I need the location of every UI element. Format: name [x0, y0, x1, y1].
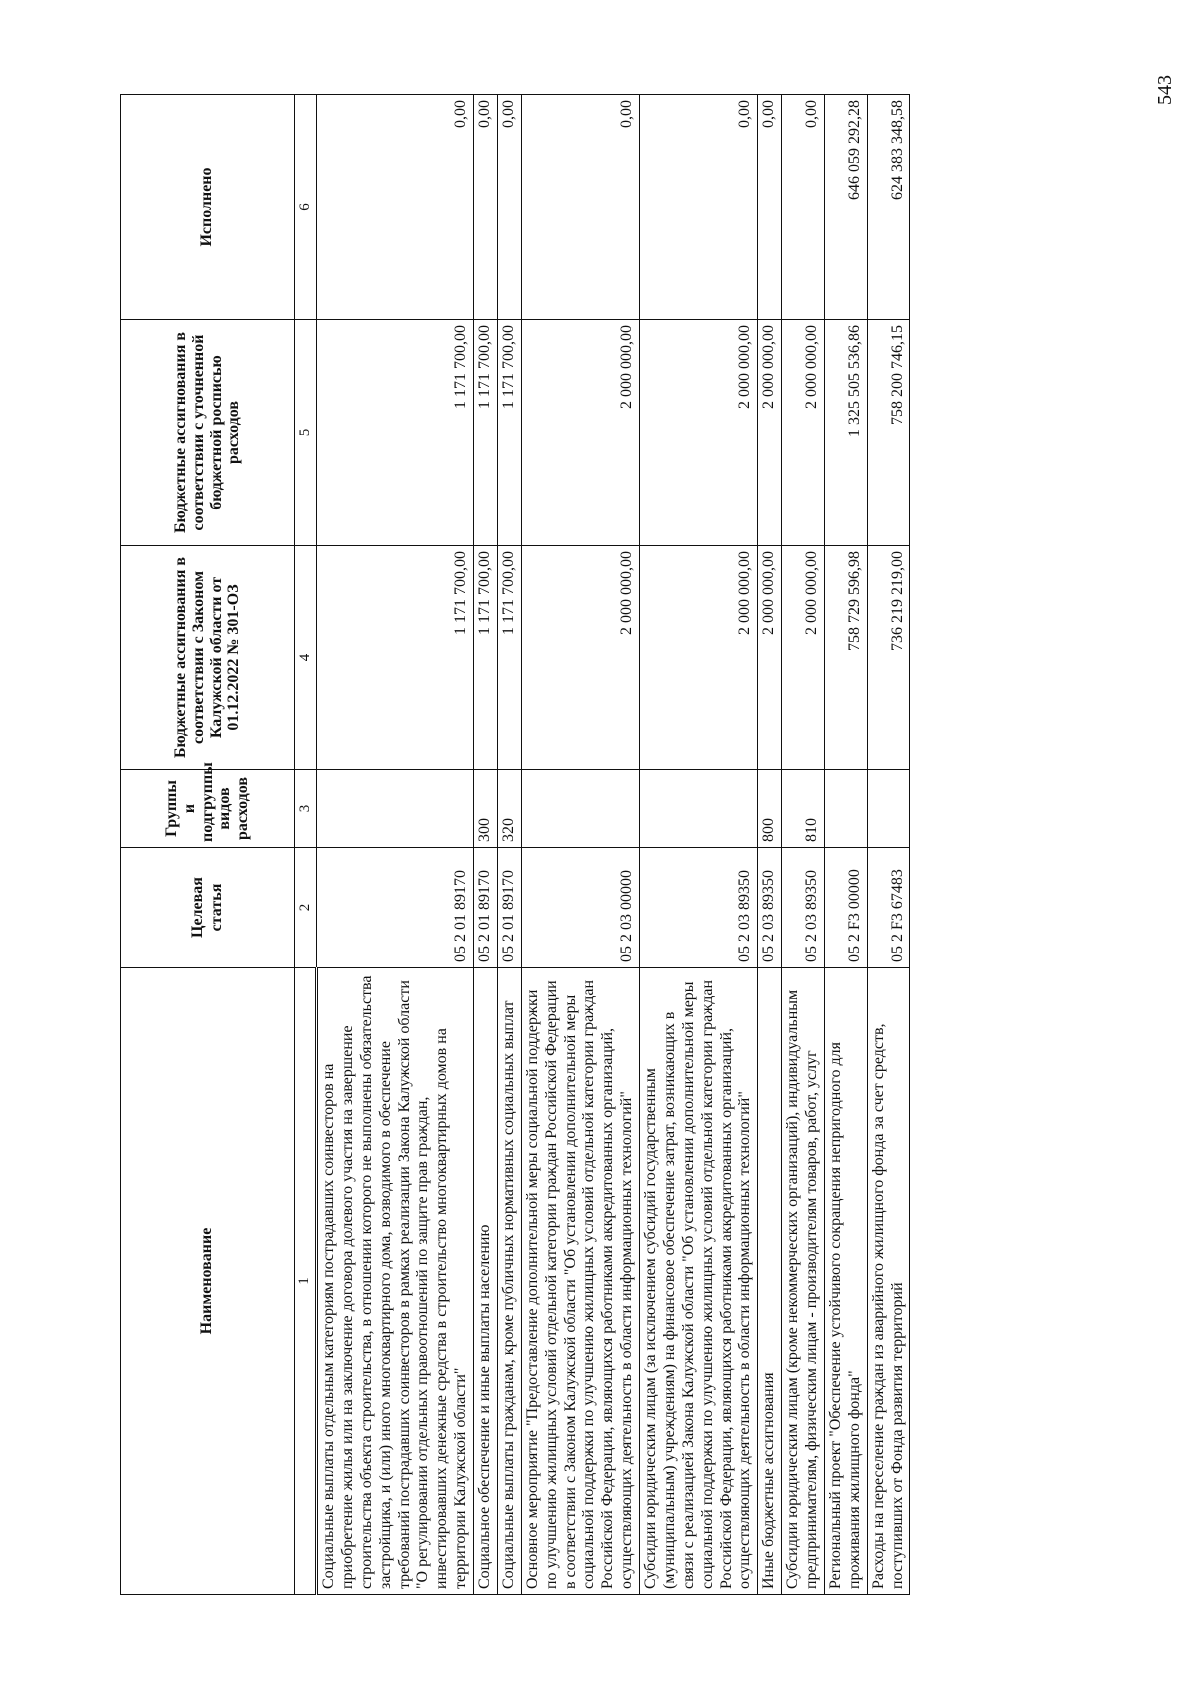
row-name: Субсидии юридическим лицам (за исключением субсидий государственным (муниципальным) учреждениям) на финансовое обеспечение затрат, возникающих в связи с реализацией Закона Калужской области "Об установлении дополнительной меры социальной поддержки по улучшению жилищных условий отдельной категории граждан Российской Федерации, являющихся работниками аккредитованных организаций, осуществляющих деятельность в области информационных технологий" — [640, 968, 758, 1595]
row-law-amount: 2 000 000,00 — [758, 546, 782, 770]
row-refined-amount: 2 000 000,00 — [521, 320, 639, 546]
table-row — [640, 95, 758, 1595]
row-executed-amount: 0,00 — [497, 95, 521, 320]
row-executed-amount: 0,00 — [317, 95, 474, 320]
row-expense-group: 320 — [497, 770, 521, 848]
row-name: Региональный проект "Обеспечение устойчивого сокращения непригодного для проживания жилищного фонда" — [824, 968, 867, 1595]
row-refined-amount: 758 200 746,15 — [867, 320, 910, 546]
row-target-code: 05 2 03 89350 — [758, 848, 782, 968]
row-expense-group — [824, 770, 867, 848]
row-expense-group — [521, 770, 639, 848]
row-executed-amount: 0,00 — [474, 95, 498, 320]
column-number: 2 — [295, 848, 317, 968]
table-row — [758, 95, 782, 1595]
row-target-code: 05 2 01 89170 — [474, 848, 498, 968]
column-number: 1 — [295, 968, 317, 1595]
row-law-amount: 758 729 596,98 — [824, 546, 867, 770]
column-number: 3 — [295, 770, 317, 848]
row-law-amount: 1 171 700,00 — [317, 546, 474, 770]
row-executed-amount: 0,00 — [640, 95, 758, 320]
row-law-amount: 2 000 000,00 — [640, 546, 758, 770]
row-refined-amount: 1 325 505 536,86 — [824, 320, 867, 546]
header-name: Наименование — [121, 968, 295, 1595]
column-number: 4 — [295, 546, 317, 770]
table-row — [497, 95, 521, 1595]
row-target-code: 05 2 01 89170 — [497, 848, 521, 968]
row-law-amount: 2 000 000,00 — [521, 546, 639, 770]
header-target-article: Целевая статья — [121, 848, 295, 968]
row-expense-group: 810 — [782, 770, 825, 848]
column-number: 5 — [295, 320, 317, 546]
table-row — [782, 95, 825, 1595]
row-executed-amount: 0,00 — [521, 95, 639, 320]
row-expense-group: 300 — [474, 770, 498, 848]
row-name: Расходы на переселение граждан из аварийного жилищного фонда за счет средств, поступивших от Фонда развития территорий — [867, 968, 910, 1595]
rotated-page-content — [120, 95, 1080, 1595]
row-name: Социальные выплаты гражданам, кроме публичных нормативных социальных выплат — [497, 968, 521, 1595]
row-refined-amount: 1 171 700,00 — [497, 320, 521, 546]
row-expense-group: 800 — [758, 770, 782, 848]
table-row — [867, 95, 910, 1595]
header-refined-allocations: Бюджетные ассигнования в соответствии с уточненной бюджетной росписью расходов — [121, 320, 295, 546]
row-executed-amount: 646 059 292,28 — [824, 95, 867, 320]
row-expense-group — [867, 770, 910, 848]
row-law-amount: 1 171 700,00 — [474, 546, 498, 770]
row-name: Субсидии юридическим лицам (кроме некоммерческих организаций), индивидуальным предпринимателям, физическим лицам - производителям товаров, работ, услуг — [782, 968, 825, 1595]
row-law-amount: 1 171 700,00 — [497, 546, 521, 770]
row-name: Основное мероприятие "Предоставление дополнительной меры социальной поддержки по улучшению жилищных условий отдельной категории граждан Российской Федерации в соответствии с Законом Калужской области "Об установлении дополнительной меры социальной поддержки по улучшению жилищных условий отдельной категории граждан Российской Федерации, являющихся работниками аккредитованных организаций, осуществляющих деятельность в области информационных технологий" — [521, 968, 639, 1595]
table-row — [474, 95, 498, 1595]
row-refined-amount: 1 171 700,00 — [474, 320, 498, 546]
header-executed: Исполнено — [121, 95, 295, 320]
row-executed-amount: 624 383 348,58 — [867, 95, 910, 320]
table-header-row — [121, 95, 295, 1595]
row-target-code: 05 2 03 89350 — [640, 848, 758, 968]
column-number: 6 — [295, 95, 317, 320]
row-name: Иные бюджетные ассигнования — [758, 968, 782, 1595]
row-law-amount: 2 000 000,00 — [782, 546, 825, 770]
row-executed-amount: 0,00 — [782, 95, 825, 320]
row-target-code: 05 2 F3 00000 — [824, 848, 867, 968]
row-target-code: 05 2 03 00000 — [521, 848, 639, 968]
header-expense-groups: Группы и подгруппы видов расходов — [121, 770, 295, 848]
row-target-code: 05 2 01 89170 — [317, 848, 474, 968]
row-refined-amount: 2 000 000,00 — [640, 320, 758, 546]
column-number-row — [295, 95, 317, 1595]
row-target-code: 05 2 F3 67483 — [867, 848, 910, 968]
row-expense-group — [317, 770, 474, 848]
row-refined-amount: 2 000 000,00 — [758, 320, 782, 546]
row-refined-amount: 1 171 700,00 — [317, 320, 474, 546]
row-target-code: 05 2 03 89350 — [782, 848, 825, 968]
row-executed-amount: 0,00 — [758, 95, 782, 320]
row-law-amount: 736 219 219,00 — [867, 546, 910, 770]
page-number: 543 — [1154, 75, 1176, 105]
budget-table — [120, 94, 910, 1595]
row-expense-group — [640, 770, 758, 848]
table-row — [317, 95, 474, 1595]
row-name: Социальное обеспечение и иные выплаты населению — [474, 968, 498, 1595]
header-law-allocations: Бюджетные ассигнования в соответствии с Законом Калужской области от 01.12.2022 № 301-ОЗ — [121, 546, 295, 770]
table-row — [521, 95, 639, 1595]
row-refined-amount: 2 000 000,00 — [782, 320, 825, 546]
table-row — [824, 95, 867, 1595]
row-name: Социальные выплаты отдельным категориям пострадавших соинвесторов на приобретение жилья или на заключение договора долевого участия на завершение строительства объекта строительства, в отношении которого не выполнены обязательства застройщика, и (или) иного многоквартирного дома, возводимого в обеспечение требований пострадавших соинвесторов в рамках реализации Закона Калужской области "О регулировании отдельных правоотношений по защите прав граждан, инвестировавших денежные средства в строительство многоквартирных домов на территории Калужской области" — [317, 968, 474, 1595]
